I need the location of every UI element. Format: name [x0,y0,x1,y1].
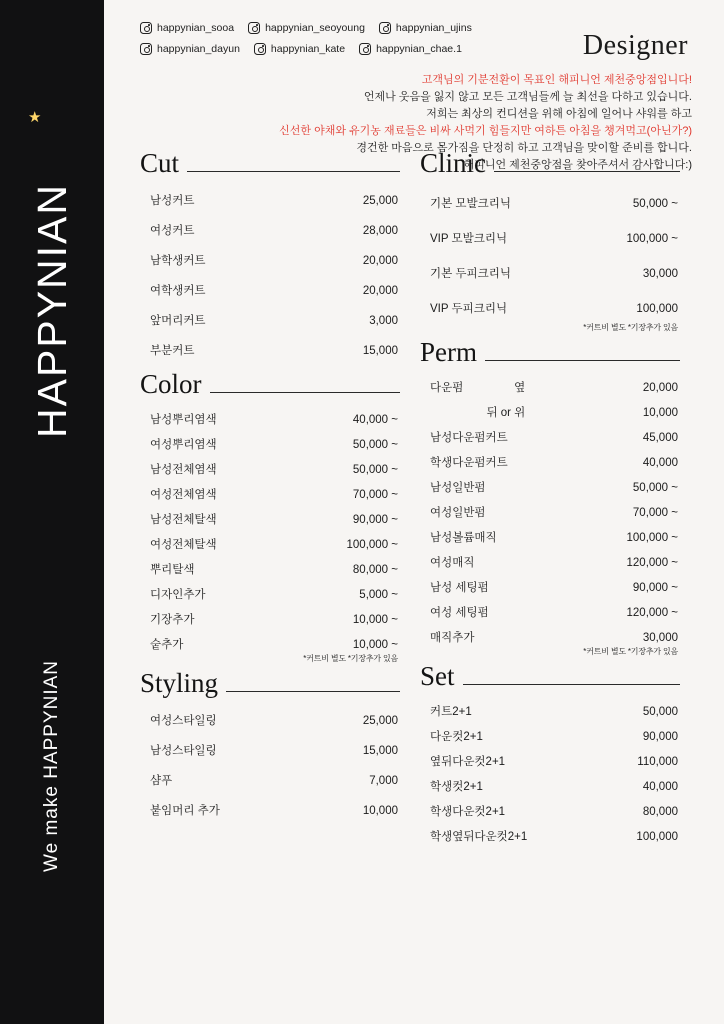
menu-row-list [420,696,680,848]
menu-row [424,185,680,220]
instagram-handle-item[interactable] [140,22,234,34]
brand-vertical-subtitle [0,660,104,1020]
menu-item-option: 옆 [514,381,526,394]
menu-item-price: 5,000 ~ [359,588,398,601]
menu-row-list [420,183,680,325]
menu-item-name: 옆뒤다운컷2+1 [430,755,506,768]
menu-item-name: 남성볼륨매직 [430,531,497,544]
menu-section-title: Styling [140,668,219,698]
menu-section-header [420,663,680,690]
menu-section [140,371,400,664]
menu-section-header [420,150,680,177]
menu-row [424,748,680,773]
instagram-handle-item[interactable] [248,22,365,34]
notice-line: 저희는 최상의 컨디션을 위해 아침에 일어나 샤워를 하고 [426,108,692,121]
menu-item-price: 20,000 [642,381,678,394]
menu-item-name: 커트2+1 [430,705,472,718]
menu-item-price: 7,000 [369,775,398,787]
menu-item-price: 30,000 [642,631,678,644]
star-icon: ★ [28,109,42,126]
menu-row-list [140,183,400,365]
menu-row [424,499,680,524]
designer-heading: Designer [582,30,688,61]
menu-item-name: 다운컷2+1 [430,730,483,743]
menu-row [144,705,400,735]
instagram-icon [140,43,152,55]
menu-item-price: 80,000 ~ [352,563,398,576]
menu-item-price: 120,000 ~ [626,556,678,569]
menu-item-price: 45,000 [642,431,678,444]
section-divider [485,360,680,361]
menu-row [424,549,680,574]
menu-row [424,474,680,499]
menu-section [420,339,680,657]
menu-section-title: Cut [140,148,180,178]
menu-row [144,406,400,431]
instagram-handle-text: happynian_chae.1 [376,43,462,55]
brand-vertical-title [0,0,104,620]
section-divider [210,392,400,393]
instagram-handle-item[interactable] [359,43,462,55]
menu-item-name: 여성 세팅펌 [430,606,489,619]
menu-section-header [140,150,400,177]
menu-item-name: 학생컷2+1 [430,780,483,793]
menu-row [424,773,680,798]
menu-item-price: 100,000 [636,830,678,843]
menu-row [144,335,400,365]
menu-row [424,798,680,823]
menu-item-name: 앞머리커트 [150,315,206,327]
menu-row-list [140,404,400,656]
menu-item-price: 100,000 [636,302,678,315]
menu-item-name: 기장추가 [150,613,195,626]
menu-item-price: 15,000 [362,745,398,757]
instagram-handle-text: happynian_ujins [395,22,472,34]
menu-section [420,663,680,848]
menu-row-list [140,703,400,825]
menu-item-name: 기본 모발크리닉 [430,197,511,210]
menu-row [424,399,680,424]
menu-item-price: 90,000 ~ [632,581,678,594]
menu-row [144,506,400,531]
notice-line: 언제나 웃음을 잃지 않고 모든 고객님들께 늘 최선을 다하고 있습니다. [363,91,692,104]
menu-item-name: 여성전체탈색 [150,538,217,551]
menu-column-right [420,150,680,854]
section-divider [187,171,400,172]
instagram-icon [254,43,266,55]
menu-item-price: 30,000 [642,267,678,280]
menu-item-name: 여성스타일링 [150,715,217,727]
menu-item-name: 디자인추가 [150,588,206,601]
menu-item-name: 여성매직 [430,556,475,569]
menu-row [144,556,400,581]
menu-item-name: 남성전체탈색 [150,513,217,526]
menu-item-price: 10,000 [362,805,398,817]
menu-section-title: Color [140,369,202,399]
instagram-handle-text: happynian_dayun [157,43,240,55]
menu-item-name: 여성뿌리염색 [150,438,217,451]
menu-row [424,255,680,290]
menu-row [424,449,680,474]
menu-section-footnote: *커트비 별도 *기장추가 있음 [583,323,678,332]
menu-item-price: 10,000 ~ [352,638,398,651]
menu-row [144,185,400,215]
menu-item-name: 남성 세팅펌 [430,581,489,594]
notice-line: 해피니언 제천중앙점을 찾아주셔서 감사합니다:) [463,159,692,172]
menu-row [424,574,680,599]
menu-item-name: 여성커트 [150,225,195,237]
menu-row [424,599,680,624]
instagram-row-1 [140,22,540,34]
menu-item-price: 20,000 [362,255,398,267]
menu-item-price: 25,000 [362,195,398,207]
menu-section-title: Clinic [420,148,486,178]
menu-column-left [140,150,400,831]
menu-item-option: 뒤 or 위 [486,406,526,419]
menu-item-price: 100,000 ~ [626,232,678,245]
instagram-icon [248,22,260,34]
menu-item-price: 28,000 [362,225,398,237]
notice-line: 경건한 마음으로 몸가짐을 단정히 하고 고객님을 맞이할 준비를 합니다. [356,142,692,155]
menu-item-name: 남성일반펌 [430,481,486,494]
menu-row [144,275,400,305]
menu-row [144,215,400,245]
menu-item-price: 90,000 [642,730,678,743]
menu-section-header [140,670,400,697]
menu-row [144,481,400,506]
instagram-handle-item[interactable] [379,22,472,34]
menu-item-price: 40,000 [642,780,678,793]
menu-row [144,305,400,335]
menu-item-price: 50,000 ~ [632,481,678,494]
menu-item-name: 숱추가 [150,638,184,651]
menu-item-price: 80,000 [642,805,678,818]
menu-item-name: 매직추가 [430,631,475,644]
menu-section-footnote: *커트비 별도 *기장추가 있음 [583,647,678,656]
menu-row [424,524,680,549]
menu-section [140,670,400,825]
menu-row [144,531,400,556]
menu-row [144,581,400,606]
menu-item-name: 학생다운컷2+1 [430,805,506,818]
menu-item-name: 여학생커트 [150,285,206,297]
menu-item-price: 110,000 [637,755,678,768]
menu-section-header [420,339,680,366]
menu-item-price: 120,000 ~ [626,606,678,619]
menu-item-price: 70,000 ~ [352,488,398,501]
menu-row [424,290,680,325]
menu-item-price: 40,000 ~ [352,413,398,426]
menu-item-price: 50,000 ~ [632,197,678,210]
menu-section-title: Perm [420,337,477,367]
instagram-icon [359,43,371,55]
menu-row [424,220,680,255]
brand-vertical-subtitle-text: We make HAPPYNIAN [41,660,62,872]
menu-item-price: 10,000 [642,406,678,419]
menu-row [144,456,400,481]
instagram-handle-text: happynian_sooa [157,22,235,34]
menu-row [424,374,680,399]
menu-row [144,735,400,765]
menu-item-price: 20,000 [362,285,398,297]
menu-item-price: 50,000 [642,705,678,718]
menu-section [140,150,400,365]
menu-item-name: 다운펌 [430,381,464,394]
menu-item-price: 40,000 [642,456,678,469]
menu-row [424,823,680,848]
instagram-handle-text: happynian_kate [270,43,346,55]
menu-row-list [420,372,680,649]
menu-item-price: 50,000 ~ [352,463,398,476]
menu-item-name: VIP 두피크리닉 [430,302,508,315]
instagram-handle-item[interactable] [254,43,345,55]
menu-item-name: 붙임머리 추가 [150,805,220,817]
menu-item-name: 남학생커트 [150,255,206,267]
menu-section-title: Set [420,661,455,691]
instagram-handle-text: happynian_seoyoung [265,22,365,34]
menu-content [104,0,724,1024]
menu-item-name: 학생옆뒤다운컷2+1 [430,830,528,843]
menu-item-price: 90,000 ~ [352,513,398,526]
menu-item-name: 샴푸 [150,775,173,787]
menu-item-name: 학생다운펌커트 [430,456,508,469]
instagram-icon [140,22,152,34]
menu-item-name: 여성일반펌 [430,506,486,519]
instagram-row-2 [140,43,540,55]
menu-item-name: 부분커트 [150,345,195,357]
menu-row [144,431,400,456]
menu-row [424,424,680,449]
instagram-icon [379,22,391,34]
menu-row [144,795,400,825]
menu-row [144,245,400,275]
notice-line: 신선한 야채와 유기농 재료들은 비싸 사먹기 힘들지만 여하튼 아침을 챙겨먹고(아닌가?) [279,125,692,138]
menu-item-price: 10,000 ~ [352,613,398,626]
instagram-handles-block [140,22,540,64]
menu-item-price: 100,000 ~ [626,531,678,544]
menu-item-name: 여성전체염색 [150,488,217,501]
menu-section-header [140,371,400,398]
menu-row [144,765,400,795]
menu-item-price: 25,000 [362,715,398,727]
menu-item-name: 뿌리탈색 [150,563,195,576]
instagram-handle-item[interactable] [140,43,240,55]
menu-item-name: 남성스타일링 [150,745,217,757]
brand-vertical-title-text: HAPPYNIAN [28,182,75,438]
menu-item-name: 남성뿌리염색 [150,413,217,426]
menu-row [424,698,680,723]
menu-item-name: VIP 모발크리닉 [430,232,508,245]
menu-item-name: 기본 두피크리닉 [430,267,511,280]
left-brand-band [0,0,104,1024]
menu-section [420,150,680,333]
menu-item-name: 남성커트 [150,195,195,207]
section-divider [463,684,680,685]
menu-item-price: 70,000 ~ [632,506,678,519]
menu-row [424,723,680,748]
menu-item-price: 15,000 [362,345,398,357]
section-divider [226,691,400,692]
menu-item-price: 50,000 ~ [352,438,398,451]
notice-line: 고객님의 기분전환이 목표인 해피니언 제천중앙점입니다! [421,74,692,86]
menu-item-price: 100,000 ~ [346,538,398,551]
menu-item-name: 남성전체염색 [150,463,217,476]
section-divider [494,171,680,172]
menu-section-footnote: *커트비 별도 *기장추가 있음 [303,654,398,663]
menu-item-name: 남성다운펌커트 [430,431,508,444]
menu-row [144,606,400,631]
menu-item-price: 3,000 [369,315,398,327]
